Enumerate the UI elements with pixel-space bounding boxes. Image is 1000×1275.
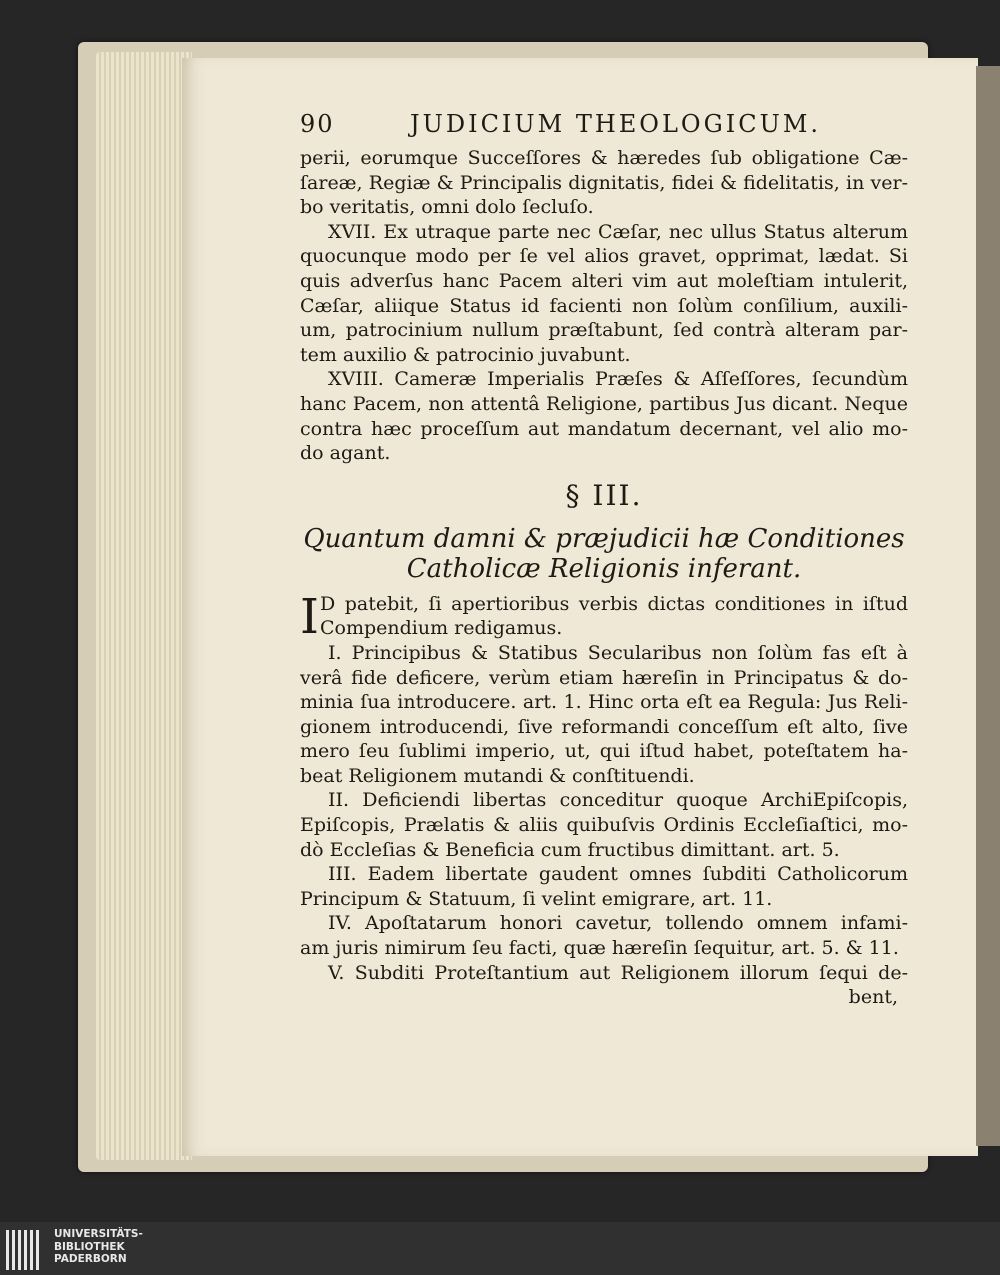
section-title-line-2: Catholicæ Religionis inferant. <box>406 553 802 584</box>
section-title-line-1: Quantum damni & præjudicii hæ Conditiones <box>303 523 905 554</box>
opening-paragraph <box>300 588 908 645</box>
text-line: mero ſeu ſublimi imperio, ut, qui iſtud habet, poteſtatem ha- <box>300 740 908 763</box>
text-line: IV. Apoſtatarum honori cavetur, tollendo omnem infami- <box>328 912 908 935</box>
catchword: bent, <box>848 986 898 1009</box>
paragraph-block-3 <box>300 641 908 985</box>
page-stack-edge <box>96 52 192 1160</box>
text-line: verâ fide deficere, verùm etiam hæreſin in Principatus & do- <box>300 666 908 689</box>
text-line: dò Eccleſias & Beneficia cum fructibus dimittant. art. 5. <box>300 838 840 861</box>
drop-cap: I <box>300 588 319 645</box>
text-line: II. Deficiendi libertas conceditur quoque ArchiEpiſcopis, <box>328 789 908 812</box>
text-line: Principum & Statuum, ſi velint emigrare, art. 11. <box>300 887 773 910</box>
text-line: gionem introducendi, ſive reformandi conceſſum eſt alto, ſive <box>300 715 908 738</box>
text-line: Compendium redigamus. <box>320 617 563 640</box>
paragraph-block-1 <box>300 146 908 466</box>
text-line: V. Subditi Proteſtantium aut Religionem illorum ſequi de- <box>328 961 908 984</box>
logo-line-2: BIBLIOTHEK <box>54 1240 125 1253</box>
page-text <box>300 112 908 1010</box>
library-logo-icon <box>6 1230 50 1270</box>
logo-line-3: PADERBORN <box>54 1253 127 1265</box>
text-line: quis adverſus hanc Pacem alteri vim aut moleſtiam intulerit, <box>300 269 908 292</box>
text-line: quocunque modo per ſe vel alios gravet, opprimat, lædat. Si <box>300 245 908 268</box>
running-head: JUDICIUM THEOLOGICUM. <box>410 110 822 138</box>
text-line: D patebit, ſi apertioribus verbis dictas conditiones in iſtud <box>320 592 908 615</box>
text-line: I. Principibus & Statibus Secularibus non ſolùm fas eſt à <box>328 641 908 664</box>
library-logo-text <box>54 1228 143 1266</box>
text-line: hanc Pacem, non attentâ Religione, partibus Jus dicant. Neque <box>300 392 908 415</box>
text-line: XVIII. Cameræ Imperialis Præſes & Aſſeſſores, ſecundùm <box>328 368 908 391</box>
logo-line-1: UNIVERSITÄTS- <box>54 1228 143 1240</box>
text-line: ſareæ, Regiæ & Principalis dignitatis, fidei & fidelitatis, in ver- <box>300 171 908 194</box>
text-line: perii, eorumque Succeſſores & hæredes ſub obligatione Cæ- <box>300 147 908 169</box>
text-line: beat Religionem mutandi & conſtituendi. <box>300 764 695 787</box>
text-line: XVII. Ex utraque parte nec Cæſar, nec ullus Status alterum <box>328 220 908 243</box>
text-line: contra hæc proceſſum aut mandatum decernant, vel alio mo- <box>300 417 908 440</box>
text-line: Cæſar, aliique Status id facienti non ſolùm conſilium, auxili- <box>300 294 908 317</box>
facing-page-edge <box>976 66 1000 1146</box>
text-line: tem auxilio & patrocinio juvabunt. <box>300 343 631 366</box>
text-line: bo veritatis, omni dolo ſecluſo. <box>300 196 594 219</box>
text-line: do agant. <box>300 442 391 465</box>
page-number: 90 <box>300 110 335 138</box>
text-line: minia ſua introducere. art. 1. Hinc orta eſt ea Regula: Jus Reli- <box>300 691 908 714</box>
section-mark: § III. <box>565 478 643 512</box>
footer-bar <box>0 1222 1000 1275</box>
text-line: Epiſcopis, Prælatis & aliis quibuſvis Ordinis Eccleſiaſtici, mo- <box>300 814 908 837</box>
page-header <box>300 112 908 146</box>
text-line: um, patrocinium nullum præſtabunt, ſed contrà alteram par- <box>300 319 908 342</box>
text-line: III. Eadem libertate gaudent omnes ſubditi Catholicorum <box>328 863 908 886</box>
text-line: am juris nimirum ſeu facti, quæ hæreſin ſequitur, art. 5. & 11. <box>300 937 899 960</box>
